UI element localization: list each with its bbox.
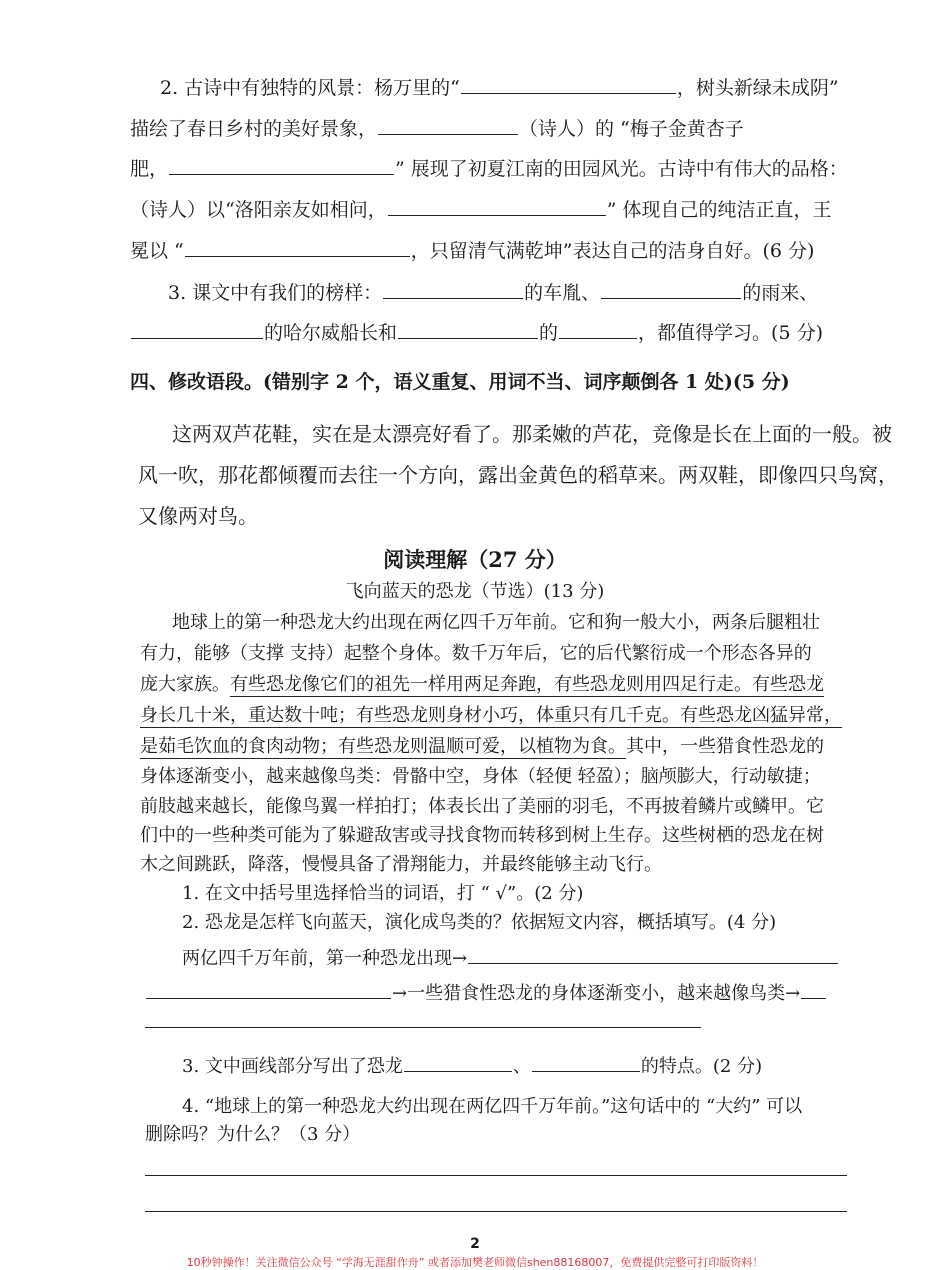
section-4-title: 四、修改语段。(错别字 2 个，语义重复、用词不当、词序颠倒各 1 处)(5 分) (130, 371, 790, 393)
page-number: 2 (470, 1236, 480, 1252)
q2-flow-1: 两亿四千万年前，第一种恐龙出现→ (182, 945, 839, 971)
answer-blank[interactable] (185, 238, 410, 257)
answer-blank[interactable] (601, 280, 741, 299)
answer-blank[interactable] (169, 156, 394, 175)
passage-line: 地球上的第一种恐龙大约出现在两亿四千万年前。它和狗一般大小，两条后腿粗壮 (172, 612, 820, 633)
q2-line-3: 肥， ” 展现了初夏江南的田园风光。古诗中有伟大的品格： (130, 158, 848, 180)
answer-blank[interactable] (398, 320, 538, 339)
footer-notice: 10秒钟操作！关注微信公众号 “学海无涯甜作舟” 或者添加樊老师微信shen88168007，免费提供完整可打印版资料！ (186, 1256, 764, 1269)
paragraph-line: 又像两对鸟。 (138, 504, 258, 528)
question-2: 2. 恐龙是怎样飞向蓝天，演化成鸟类的？依据短文内容，概括填写。(4 分) (182, 912, 777, 933)
q2-line-1: 2. 古诗中有独特的风景：杨万里的“ ，树头新绿未成阴” (160, 77, 839, 99)
question-4: 4. “地球上的第一种恐龙大约出现在两亿四千万年前。”这句话中的 “大约” 可以 (182, 1096, 803, 1117)
question-1: 1. 在文中括号里选择恰当的词语，打 “ √”。(2 分) (182, 883, 584, 904)
paragraph-line: 风一吹，那花都倾覆而去往一个方向，露出金黄色的稻草来。两双鞋，即像四只鸟窝， (138, 463, 898, 487)
answer-blank[interactable] (383, 280, 523, 299)
answer-line[interactable] (145, 1211, 847, 1212)
passage-line (140, 704, 842, 728)
passage-line: 木之间跳跃，降落，慢慢具备了滑翔能力，并最终能够主动飞行。 (140, 854, 662, 875)
passage-line: 身体逐渐变小，越来越像鸟类：骨骼中空，身体（轻便 轻盈）；脑颅膨大，行动敏捷； (140, 766, 821, 787)
passage-line: 庞大家族。有些恐龙像它们的祖先一样用两足奔跑，有些恐龙则用四足行走。有些恐龙 (140, 674, 824, 695)
q3-line-2: 的哈尔威船长和 的 ，都值得学习。(5 分) (130, 320, 823, 345)
answer-line[interactable] (145, 1175, 847, 1176)
passage-line: 有力，能够（支撑 支持）起整个身体。数千万年后，它的后代繁衍成一个形态各异的 (140, 643, 812, 664)
answer-blank[interactable] (131, 320, 263, 339)
answer-line[interactable] (145, 1027, 701, 1028)
paragraph-line: 这两双芦花鞋，实在是太漂亮好看了。那柔嫩的芦花，竞像是长在上面的一般。被 (172, 422, 892, 446)
reading-title: 阅读理解（27 分） (383, 547, 567, 572)
answer-blank[interactable] (378, 116, 518, 135)
passage-line: 们中的一些种类可能为了躲避敌害或寻找食物而转移到树上生存。这些树栖的恐龙在树 (140, 825, 824, 846)
q2-line-4: （诗人）以“洛阳亲友如相问， ” 体现自己的纯洁正直，王 (130, 199, 832, 221)
q2-flow-2: →一些猎食性恐龙的身体逐渐变小，越来越像鸟类→ (145, 980, 827, 1006)
underlined-text: 身长几十米，重达数十吨；有些恐龙则身材小巧，体重只有几千克。有些恐龙凶猛异常， (140, 705, 842, 726)
answer-blank[interactable] (461, 75, 676, 94)
reading-subtitle: 飞向蓝天的恐龙（节选）(13 分) (345, 581, 605, 602)
answer-blank[interactable] (468, 945, 838, 964)
answer-blank[interactable] (146, 980, 391, 999)
question-4-cont: 删除吗？为什么？（3 分） (145, 1124, 361, 1145)
underlined-text: 是茹毛饮血的食肉动物；有些恐龙则温顺可爱，以植物为食。 (140, 736, 626, 757)
answer-blank[interactable] (559, 320, 637, 339)
passage-line: 前肢越来越长，能像鸟翼一样拍打；体表长出了美丽的羽毛，不再披着鳞片或鳞甲。它 (140, 796, 824, 817)
answer-blank[interactable] (532, 1053, 640, 1072)
q2-line-5: 冕以 “ ，只留清气满乾坤”表达自己的洁身自好。(6 分) (130, 240, 815, 262)
q2-line-2: 描绘了春日乡村的美好景象， （诗人）的 “梅子金黄杏子 (130, 118, 744, 140)
q3-line-1: 3. 课文中有我们的榜样： 的车胤、 的雨来、 (168, 282, 819, 304)
question-3: 3. 文中画线部分写出了恐龙 、 的特点。(2 分) (182, 1053, 762, 1079)
answer-blank[interactable] (388, 197, 606, 216)
answer-blank[interactable] (404, 1053, 512, 1072)
answer-blank[interactable] (801, 980, 826, 999)
underlined-text: 有些恐龙像它们的祖先一样用两足奔跑，有些恐龙则用四足行走。有些恐龙 (230, 674, 824, 695)
passage-line: 是茹毛饮血的食肉动物；有些恐龙则温顺可爱，以植物为食。其中，一些猎食性恐龙的 (140, 736, 824, 757)
